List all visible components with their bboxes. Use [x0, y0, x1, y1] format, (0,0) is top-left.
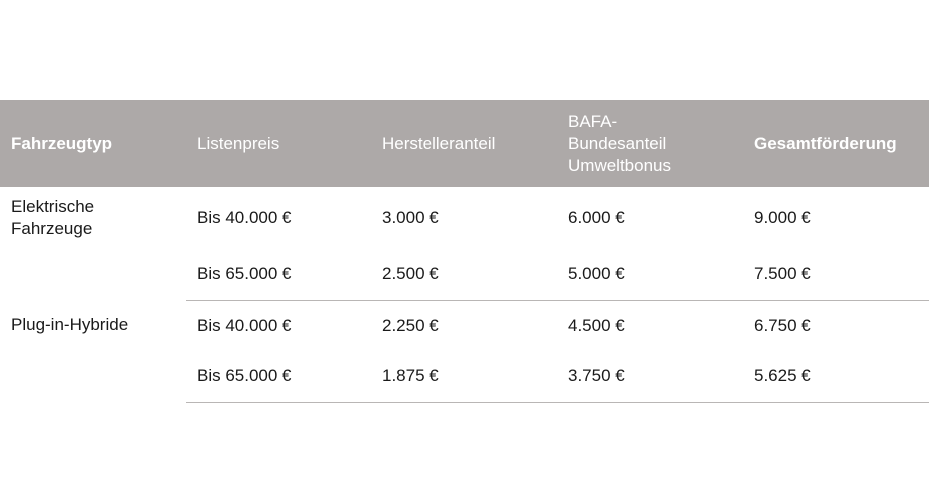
- total-subsidy-cell: 6.750 €: [754, 315, 811, 335]
- subsidy-table-container: [0, 100, 929, 403]
- manufacturer-share-cell: 2.500 €: [371, 249, 557, 300]
- manufacturer-share-cell: 1.875 €: [371, 351, 557, 402]
- header-gesamtfoerderung: Gesamtförderung: [754, 133, 897, 153]
- price-cell: Bis 40.000 €: [197, 315, 292, 335]
- manufacturer-share-cell: 2.250 €: [382, 315, 439, 335]
- table-header: [0, 100, 929, 187]
- header-bafa-bundesanteil: BAFA-Bundesanteil Umweltbonus: [568, 111, 671, 175]
- bafa-share-cell: 5.000 €: [557, 249, 743, 300]
- price-cell: Bis 40.000 €: [197, 208, 292, 227]
- header-row: [0, 100, 929, 187]
- bafa-share-cell: 6.000 €: [568, 208, 625, 227]
- vehicle-type-cell: Plug-in-Hybride: [11, 315, 129, 334]
- subsidy-table: [0, 100, 929, 403]
- header-listenpreis: Listenpreis: [197, 133, 280, 153]
- total-subsidy-cell: 7.500 €: [743, 249, 929, 300]
- bafa-share-cell: 3.750 €: [557, 351, 743, 402]
- price-cell: Bis 65.000 €: [186, 351, 371, 402]
- table-row: [0, 187, 929, 249]
- header-herstelleranteil: Herstelleranteil: [382, 133, 496, 153]
- header-fahrzeugtyp: Fahrzeugtyp: [11, 133, 113, 153]
- manufacturer-share-cell: 3.000 €: [382, 208, 439, 227]
- bafa-share-cell: 4.500 €: [568, 315, 625, 335]
- table-body: [0, 187, 929, 402]
- vehicle-type-cell: Elektrische Fahrzeuge: [11, 197, 95, 238]
- table-row: [0, 300, 929, 351]
- total-subsidy-cell: 5.625 €: [743, 351, 929, 402]
- price-cell: Bis 65.000 €: [186, 249, 371, 300]
- total-subsidy-cell: 9.000 €: [754, 208, 811, 227]
